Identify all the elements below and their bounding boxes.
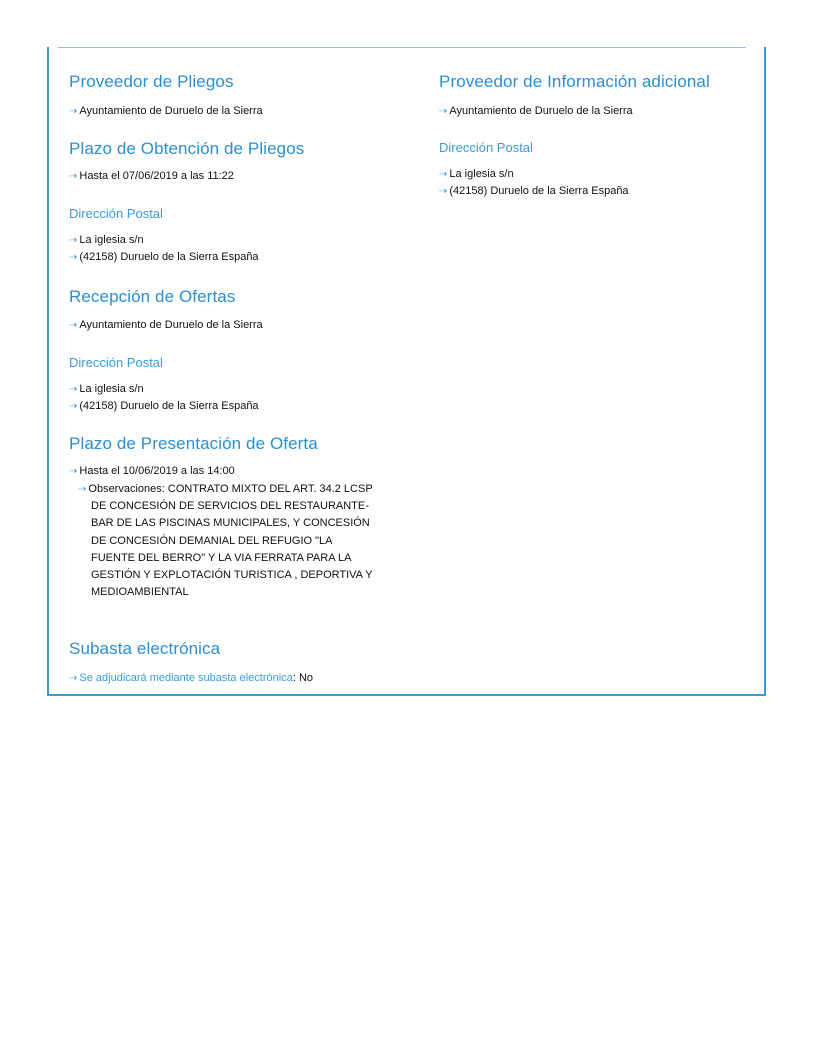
proveedor-info-postal-line-2: ⇢ (42158) Duruelo de la Sierra España [439,185,629,197]
arrow-right-icon: ⇢ [69,235,78,246]
arrow-right-icon: ⇢ [69,252,78,263]
plazo-obtencion-postal-line-2: ⇢ (42158) Duruelo de la Sierra España [69,251,259,263]
recepcion-ofertas-heading: Recepción de Ofertas [69,287,236,306]
observaciones-text: Observaciones: CONTRATO MIXTO DEL ART. 34.2 LCSP DE CONCESIÓN DE SERVICIOS DEL RESTAURANTE-BAR DE LAS PISCINAS MUNICIPALES, Y CONCESIÓN DE CONCESIÓN DEMANIAL DEL REFUGIO "LA FUENTE DEL BERRO" Y LA VIA FERRATA PARA LA GESTIÓN Y EXPLOTACIÓN TURISTICA , DEPORTIVA Y MEDIOAMBIENTAL [88,483,373,599]
recepcion-postal-line-1: ⇢ La iglesia s/n [69,383,144,395]
arrow-right-icon: ⇢ [69,673,78,684]
plazo-presentacion-heading: Plazo de Presentación de Oferta [69,434,318,453]
plazo-presentacion-item: ⇢ Hasta el 10/06/2019 a las 14:00 [69,465,235,477]
plazo-obtencion-heading: Plazo de Obtención de Pliegos [69,139,305,158]
arrow-right-icon: ⇢ [439,169,448,180]
plazo-obtencion-postal-line-1: ⇢ La iglesia s/n [69,234,144,246]
proveedor-info-heading: Proveedor de Información adicional [439,72,710,91]
subasta-item: ⇢ Se adjudicará mediante subasta electrónica: No [69,672,313,684]
arrow-right-icon: ⇢ [69,466,78,477]
top-divider [58,47,746,48]
plazo-obtencion-item: ⇢ Hasta el 07/06/2019 a las 11:22 [69,170,234,182]
plazo-obtencion-postal-heading: Dirección Postal [69,206,163,221]
proveedor-info-item: ⇢ Ayuntamiento de Duruelo de la Sierra [439,105,633,117]
arrow-right-icon: ⇢ [69,171,78,182]
arrow-right-icon: ⇢ [439,186,448,197]
arrow-right-icon: ⇢ [69,384,78,395]
arrow-right-icon: ⇢ [439,106,448,117]
proveedor-info-postal-line-1: ⇢ La iglesia s/n [439,168,514,180]
subasta-heading: Subasta electrónica [69,639,221,658]
recepcion-postal-line-2: ⇢ (42158) Duruelo de la Sierra España [69,400,259,412]
subasta-label: Se adjudicará mediante subasta electrónica [79,672,293,684]
recepcion-postal-heading: Dirección Postal [69,355,163,370]
proveedor-pliegos-heading: Proveedor de Pliegos [69,72,234,91]
arrow-right-icon: ⇢ [78,484,87,495]
observaciones-block [78,481,378,601]
subasta-value: No [298,672,313,684]
arrow-right-icon: ⇢ [69,320,78,331]
proveedor-pliegos-item: ⇢ Ayuntamiento de Duruelo de la Sierra [69,105,263,117]
proveedor-info-postal-heading: Dirección Postal [439,140,533,155]
recepcion-ofertas-item: ⇢ Ayuntamiento de Duruelo de la Sierra [69,319,263,331]
arrow-right-icon: ⇢ [69,106,78,117]
arrow-right-icon: ⇢ [69,401,78,412]
